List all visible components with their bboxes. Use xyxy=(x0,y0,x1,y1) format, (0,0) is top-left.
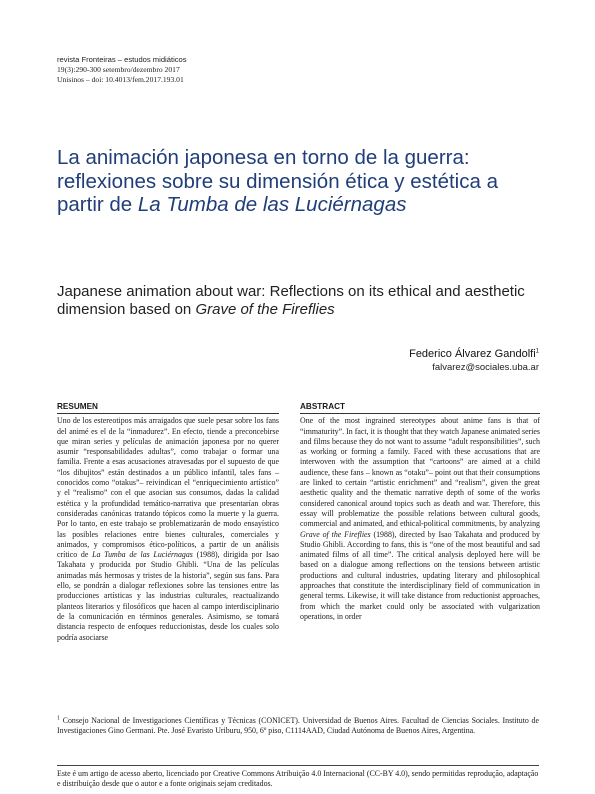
footnote-mark: 1 xyxy=(57,715,60,722)
resumen-part1: Uno de los estereotipos más arraigados que suele pesar sobre los fans del animé es el de la “inmadurez”. En efecto, tiende a preconcebirse que miran series y películas de animación japonesa por no querer asumir “responsabilidades adultas”, como trabajar o formar una familia. Frente a esas acusaciones atravesadas por el supuesto de que “los dibujitos” están destinados a un público infantil, tales fans – conocidos como “otakus”– reivindican el “enriquecimiento artístico” y el “realismo” con el que asocian sus consumos, dadas la calidad estética y la profundidad temático-narrativa que presentarían obras consideradas canónicas tratando tópicos como la muerte y la guerra. Por lo tanto, en este trabajo se problematizarán de modo ensayístico las posibles relaciones entre bienes culturales, comerciales y animados, y compromisos ético-políticos, a partir de un análisis crítico de xyxy=(57,416,279,560)
abstract-part1: One of the most ingrained stereotypes about anime fans is that of “immaturity”. In fact, it is thought that they watch Japanese animated series and films because they do not want to assume “adult responsibilities”, such as working or forming a family. Faced with these accusations that are interwoven with the assumption that “cartoons” are aimed at a child audience, these fans – known as “otaku”– point out that their consumptions are linked to certain “artistic enrichment” and “realism”, given the great aesthetic quality and the thematic narrative depth of some of the works considered canonical around topics such as death and war. Therefore, this essay will problematize the possible relations between cultural goods, commercial and animated, and ethical-political commitments, by analyzing xyxy=(300,416,540,529)
footnote xyxy=(57,716,539,737)
journal-header xyxy=(57,55,187,85)
resumen-italic: La Tumba de las Luciérnagas xyxy=(92,550,193,560)
author-footnote-mark: 1 xyxy=(535,348,539,355)
author-email[interactable]: falvarez@sociales.uba.ar xyxy=(432,362,539,373)
resumen-heading: RESUMEN xyxy=(57,402,279,414)
journal-volume: 19(3):290-300 setembro/dezembro 2017 xyxy=(57,65,180,74)
abstract-part2: (1988), directed by Isao Takahata and produced by Studio Ghibli. According to fans, this is “one of the most beautiful and sad animated films of all time”. The critical analysis deployed here will be based on a dialogue among reflections on the tensions between artistic productions and cultural industries, updating literary and philosophical approaches that constitute the interdisciplinary field of communication in general terms. Likewise, it will take distance from reductionist approaches, from which the market could only be associated with vulgarization operations, in order xyxy=(300,529,540,621)
abstract-column xyxy=(300,402,540,622)
journal-name: revista Fronteiras – estudos midiáticos xyxy=(57,55,187,64)
license-divider xyxy=(57,765,539,766)
title-spanish-italic: La Tumba de las Luciérnagas xyxy=(137,193,407,216)
abstract-italic: Grave of the Fireflies xyxy=(300,529,371,539)
journal-doi: Unisinos – doi: 10.4013/fem.2017.193.01 xyxy=(57,75,184,84)
resumen-part2: (1988), dirigida por Isao Takahata y producida por Studio Ghibli. “Una de las películas animadas más hermosas y tristes de la historia”, según sus fans. Para ello, se pondrán a dialogar reflexiones sobre las tensiones entre las producciones artísticas y las industrias culturales, reactualizando planteos literarios y filosóficos que hacen al campo interdisciplinario de la comunicación en términos generales. Asimismo, se tomará distancia respecto de enfoques reduccionistas, desde los cuales solo podría asociarse xyxy=(57,550,279,642)
author-block xyxy=(409,347,539,374)
title-english-text: Japanese animation about war: Reflections on its ethical and aesthetic dimension based on xyxy=(57,283,525,318)
resumen-text xyxy=(57,416,279,643)
abstract-text xyxy=(300,416,540,622)
title-english-italic: Grave of the Fireflies xyxy=(195,301,335,318)
license-text: Este é um artigo de acesso aberto, licenciado por Creative Commons Atribuição 4.0 Internacional (CC-BY 4.0), sendo permitidas reprodução, adaptação e distribuição desde que o autor e a fonte originais sejam creditados. xyxy=(57,769,539,789)
footnote-text: Consejo Nacional de Investigaciones Científicas y Técnicas (CONICET). Universidad de Buenos Aires. Facultad de Ciencias Sociales. Instituto de Investigaciones Gino Germani. Pte. José Evaristo Uriburu, 950, 6º piso, C1114AAD, Ciudad Autónoma de Buenos Aires, Argentina. xyxy=(57,716,539,736)
title-spanish-text: La animación japonesa en torno de la guerra: reflexiones sobre su dimensión ética y estética a partir de xyxy=(57,146,498,216)
author-name-line xyxy=(409,347,539,361)
author-name: Federico Álvarez Gandolfi xyxy=(409,348,536,360)
title-english xyxy=(57,283,537,319)
title-spanish xyxy=(57,146,537,217)
resumen-column xyxy=(57,402,279,643)
abstract-heading: ABSTRACT xyxy=(300,402,540,414)
